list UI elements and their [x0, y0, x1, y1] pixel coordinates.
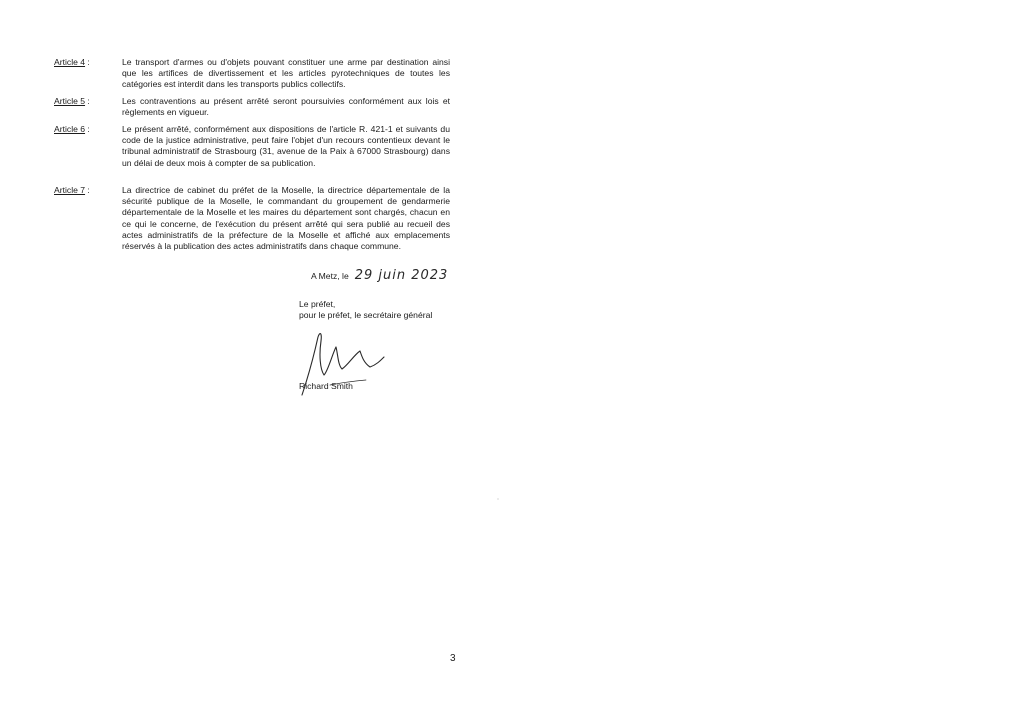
article-label-colon: : [85, 57, 90, 67]
article-7 [54, 185, 450, 252]
article-4 [54, 57, 450, 91]
article-text: La directrice de cabinet du préfet de la Moselle, la directrice départementale de la sécurité publique de la Moselle, le commandant du groupement de gendarmerie départementale de la Moselle et les maires du département sont chargés, chacun en ce qui le concerne, de l'exécution du présent arrêté qui sera publié au recueil des actes administratifs de la préfecture de la Moselle et affiché aux emplacements réservés à la publication des actes administratifs dans chaque commune. [122, 185, 450, 252]
article-label-colon: : [85, 124, 90, 134]
article-label [54, 124, 122, 169]
handwritten-date: 29 juin 2023 [354, 268, 449, 283]
signatory-title [299, 299, 432, 321]
date-prefix: A Metz, le [311, 271, 349, 281]
article-label [54, 57, 122, 91]
article-label [54, 96, 122, 118]
page-number: 3 [450, 653, 456, 664]
article-text: Le présent arrêté, conformément aux dispositions de l'article R. 421-1 et suivants du code de la justice administrative, peut faire l'objet d'un recours contentieux devant le tribunal administratif de Strasbourg (31, avenue de la Paix à 67000 Strasbourg) dans un délai de deux mois à compter de sa publication. [122, 124, 450, 168]
article-label-colon: : [85, 96, 90, 106]
article-text: Les contraventions au présent arrêté seront poursuivies conformément aux lois et règlements en vigueur. [122, 96, 450, 118]
article-5 [54, 96, 450, 118]
article-label-text: Article 7 [54, 185, 86, 195]
article-label-text: Article 5 [54, 96, 86, 106]
scan-speck [497, 498, 499, 500]
article-label-colon: : [85, 185, 90, 195]
article-label [54, 185, 122, 252]
signer-name: Richard Smith [299, 381, 353, 391]
signatory-line-2: pour le préfet, le secrétaire général [299, 310, 433, 321]
article-label-text: Article 6 [54, 124, 86, 134]
signatory-line-1: Le préfet, [299, 299, 336, 309]
article-text: Le transport d'armes ou d'objets pouvant constituer une arme par destination ainsi que les artifices de divertissement et les articles pyrotechniques de toutes les catégories est interdit dans les transports publics collectifs. [122, 57, 450, 90]
article-label-text: Article 4 [54, 57, 86, 67]
article-6 [54, 124, 450, 169]
date-line [311, 268, 448, 283]
